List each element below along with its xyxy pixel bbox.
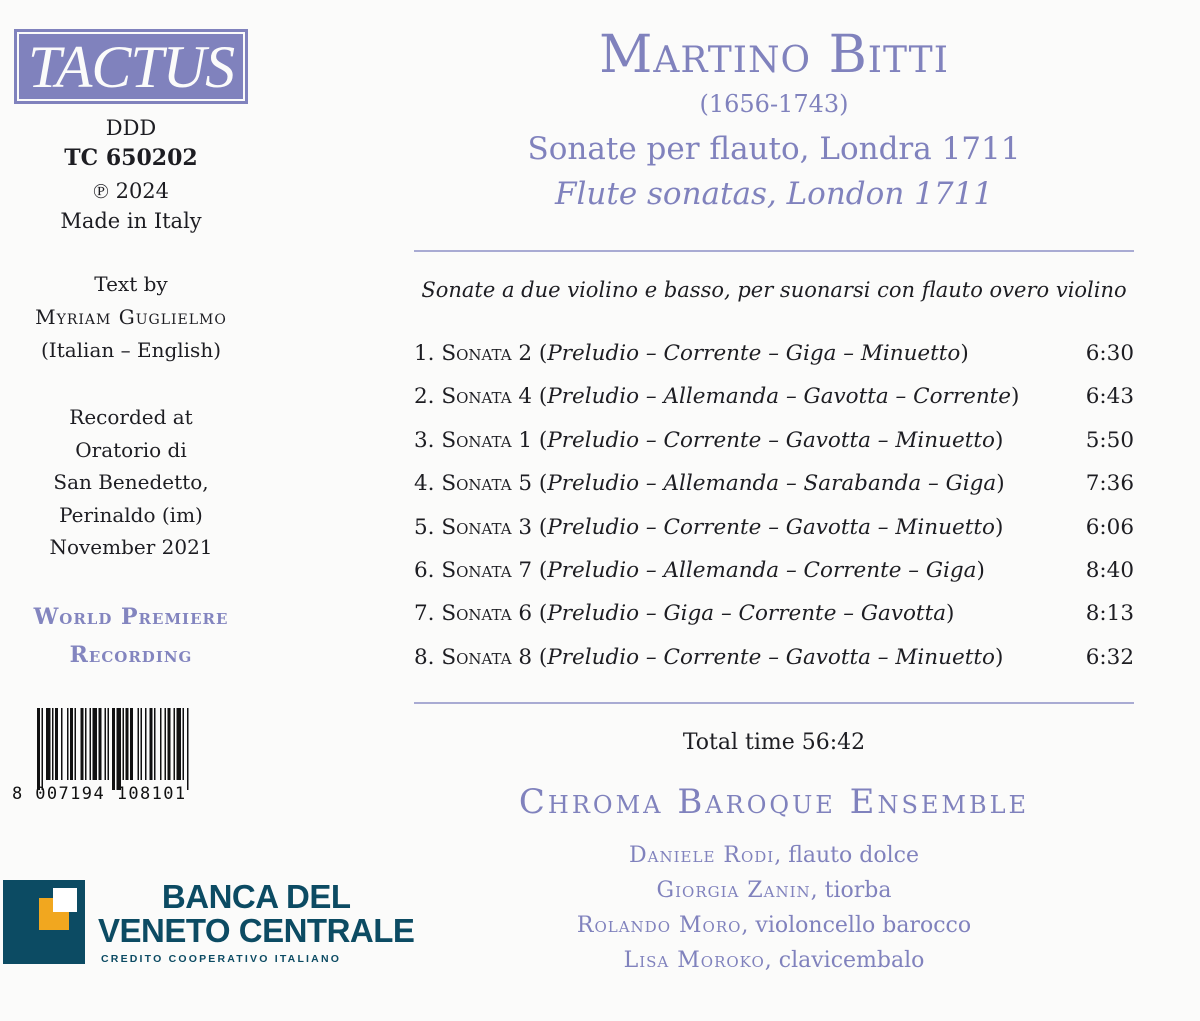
track-title: Sonata 1	[441, 427, 533, 453]
barcode-bar	[37, 708, 40, 790]
barcode	[10, 708, 240, 804]
barcode-number: 8 007194 108101	[12, 784, 187, 804]
album-title-english: Flute sonatas, London 1711	[554, 176, 994, 212]
track-number: 8.	[414, 644, 435, 670]
barcode-bar	[168, 708, 171, 780]
track-movements: Preludio – Corrente – Gavotta – Minuetto	[547, 644, 995, 670]
track-duration: 6:32	[1085, 644, 1134, 670]
performer-instrument: violoncello barocco	[755, 913, 972, 938]
barcode-bar	[126, 708, 129, 780]
recorded-line: November 2021	[49, 535, 213, 559]
barcode-bar	[52, 708, 54, 780]
recorded-line: San Benedetto,	[53, 470, 209, 494]
track-row: 3. Sonata 1 (Preludio – Corrente – Gavotta – Minuetto) 5:50	[414, 423, 1134, 466]
performer-name: Lisa Moroko	[623, 948, 765, 973]
barcode-bar	[81, 708, 84, 780]
total-time: Total time 56:42	[682, 730, 866, 755]
track-title: Sonata 6	[441, 601, 533, 627]
track-row: 2. Sonata 4 (Preludio – Allemanda – Gavotta – Corrente) 6:43	[414, 379, 1134, 422]
track-movements: Preludio – Corrente – Gavotta – Minuetto	[547, 514, 995, 540]
track-title: Sonata 3	[441, 514, 533, 540]
track-number: 5.	[414, 514, 435, 540]
track-number: 4.	[414, 471, 435, 497]
track-movements: Preludio – Giga – Corrente – Gavotta	[547, 601, 947, 627]
barcode-bar	[55, 708, 58, 780]
barcode-bar	[187, 708, 189, 790]
track-number: 1.	[414, 341, 435, 366]
tactus-logo	[14, 29, 248, 104]
barcode-bar	[145, 708, 147, 780]
track-movements: Preludio – Allemanda – Corrente – Giga	[547, 557, 977, 583]
barcode-bar	[108, 708, 110, 780]
track-duration: 8:13	[1085, 601, 1134, 627]
origin-label: Made in Italy	[60, 209, 202, 233]
album-title-italian: Sonate per flauto, Londra 1711	[527, 131, 1021, 167]
barcode-bar	[138, 708, 140, 780]
barcode-bar	[174, 708, 176, 780]
divider	[414, 250, 1134, 252]
barcode-bar	[150, 708, 153, 780]
logo-text: TACTUS	[27, 33, 235, 100]
composer-name: Martino Bitti	[599, 25, 949, 85]
catalog-number: TC 650202	[64, 145, 198, 171]
performer: Rolando Moro, violoncello barocco	[576, 913, 972, 938]
sponsor-logo	[3, 880, 423, 970]
track-title: Sonata 8	[441, 644, 533, 670]
format-label: DDD	[105, 116, 157, 140]
performer-instrument: clavicembalo	[778, 948, 925, 973]
barcode-bar	[105, 708, 107, 780]
track-row: 5. Sonata 3 (Preludio – Corrente – Gavotta – Minuetto) 6:06	[414, 510, 1134, 553]
divider	[414, 702, 1134, 704]
performer-instrument: tiorba	[824, 878, 892, 903]
track-title: Sonata 2	[441, 341, 533, 366]
phonogram-year: ℗ 2024	[92, 179, 170, 203]
barcode-bar	[183, 708, 185, 780]
track-duration: 7:36	[1085, 471, 1134, 497]
barcode-bar	[112, 708, 115, 790]
performer-name: Daniele Rodi	[629, 843, 775, 868]
track-row: 8. Sonata 8 (Preludio – Corrente – Gavotta – Minuetto) 6:32	[414, 640, 1134, 683]
barcode-bars	[35, 708, 241, 790]
track-duration: 6:43	[1085, 384, 1134, 410]
track-number: 7.	[414, 601, 435, 627]
recording-info	[0, 401, 262, 564]
bank-mark-icon	[3, 880, 85, 964]
bank-name: BANCA DEL VENETO CENTRALE	[98, 878, 415, 949]
barcode-bar	[165, 708, 167, 780]
performer: Daniele Rodi, flauto dolce	[629, 843, 919, 868]
track-duration: 5:50	[1085, 427, 1134, 453]
performer: Giorgia Zanin, tiorba	[656, 878, 892, 903]
composer-dates: (1656-1743)	[699, 90, 849, 118]
performer-list	[414, 838, 1134, 978]
barcode-bar	[46, 708, 51, 780]
text-by-label: Text by	[94, 272, 168, 296]
barcode-bar	[90, 708, 92, 780]
performer: Lisa Moroko, clavicembalo	[623, 948, 925, 973]
track-title: Sonata 5	[441, 471, 533, 497]
track-title: Sonata 7	[441, 557, 533, 583]
performer-name: Giorgia Zanin	[656, 878, 811, 903]
track-title: Sonata 4	[441, 384, 533, 410]
barcode-bar	[160, 708, 162, 780]
text-by-name: Myriam Guglielmo	[35, 305, 227, 329]
barcode-bar	[75, 708, 77, 780]
track-movements: Preludio – Corrente – Giga – Minuetto	[547, 341, 961, 366]
ensemble-name: Chroma Baroque Ensemble	[518, 782, 1030, 822]
track-row: 1. Sonata 2 (Preludio – Corrente – Giga – Minuetto) 6:30	[414, 336, 1134, 379]
track-row: 4. Sonata 5 (Preludio – Allemanda – Sarabanda – Giga) 7:36	[414, 466, 1134, 509]
track-movements: Preludio – Allemanda – Gavotta – Corrente	[547, 384, 1012, 410]
track-movements: Preludio – Allemanda – Sarabanda – Giga	[547, 471, 997, 497]
barcode-bar	[61, 708, 63, 780]
barcode-bar	[177, 708, 182, 780]
track-duration: 8:40	[1085, 557, 1134, 583]
barcode-bar	[93, 708, 98, 780]
recorded-line: Perinaldo (im)	[59, 502, 203, 527]
performer-name: Rolando Moro	[576, 913, 742, 938]
performer-instrument: flauto dolce	[788, 843, 919, 868]
text-credit	[0, 268, 262, 367]
recorded-line: Oratorio di	[75, 437, 187, 462]
recorded-line: Recorded at	[69, 405, 193, 429]
barcode-bar	[117, 708, 122, 790]
album-subtitle: Sonate a due violino e basso, per suonarsi con flauto overo violino	[421, 278, 1127, 302]
barcode-bar	[67, 708, 69, 780]
track-number: 6.	[414, 557, 435, 583]
track-number: 3.	[414, 427, 435, 453]
barcode-bar	[141, 708, 143, 780]
text-languages: (Italian – English)	[41, 338, 221, 362]
track-movements: Preludio – Corrente – Gavotta – Minuetto	[547, 427, 995, 453]
barcode-bar	[154, 708, 156, 780]
track-duration: 6:30	[1085, 341, 1134, 366]
track-duration: 6:06	[1085, 514, 1134, 540]
world-premiere-badge: World Premiere Recording	[33, 604, 229, 668]
barcode-bar	[85, 708, 87, 780]
track-list	[414, 336, 1134, 683]
track-number: 2.	[414, 384, 435, 410]
track-row: 7. Sonata 6 (Preludio – Giga – Corrente – Gavotta) 8:13	[414, 596, 1134, 639]
barcode-bar	[42, 708, 44, 790]
barcode-bar	[70, 708, 73, 780]
barcode-bar	[123, 708, 125, 780]
barcode-bar	[99, 708, 102, 780]
bank-subtitle: CREDITO COOPERATIVO ITALIANO	[101, 953, 342, 965]
barcode-bar	[130, 708, 133, 780]
track-row: 6. Sonata 7 (Preludio – Allemanda – Corrente – Giga) 8:40	[414, 553, 1134, 596]
